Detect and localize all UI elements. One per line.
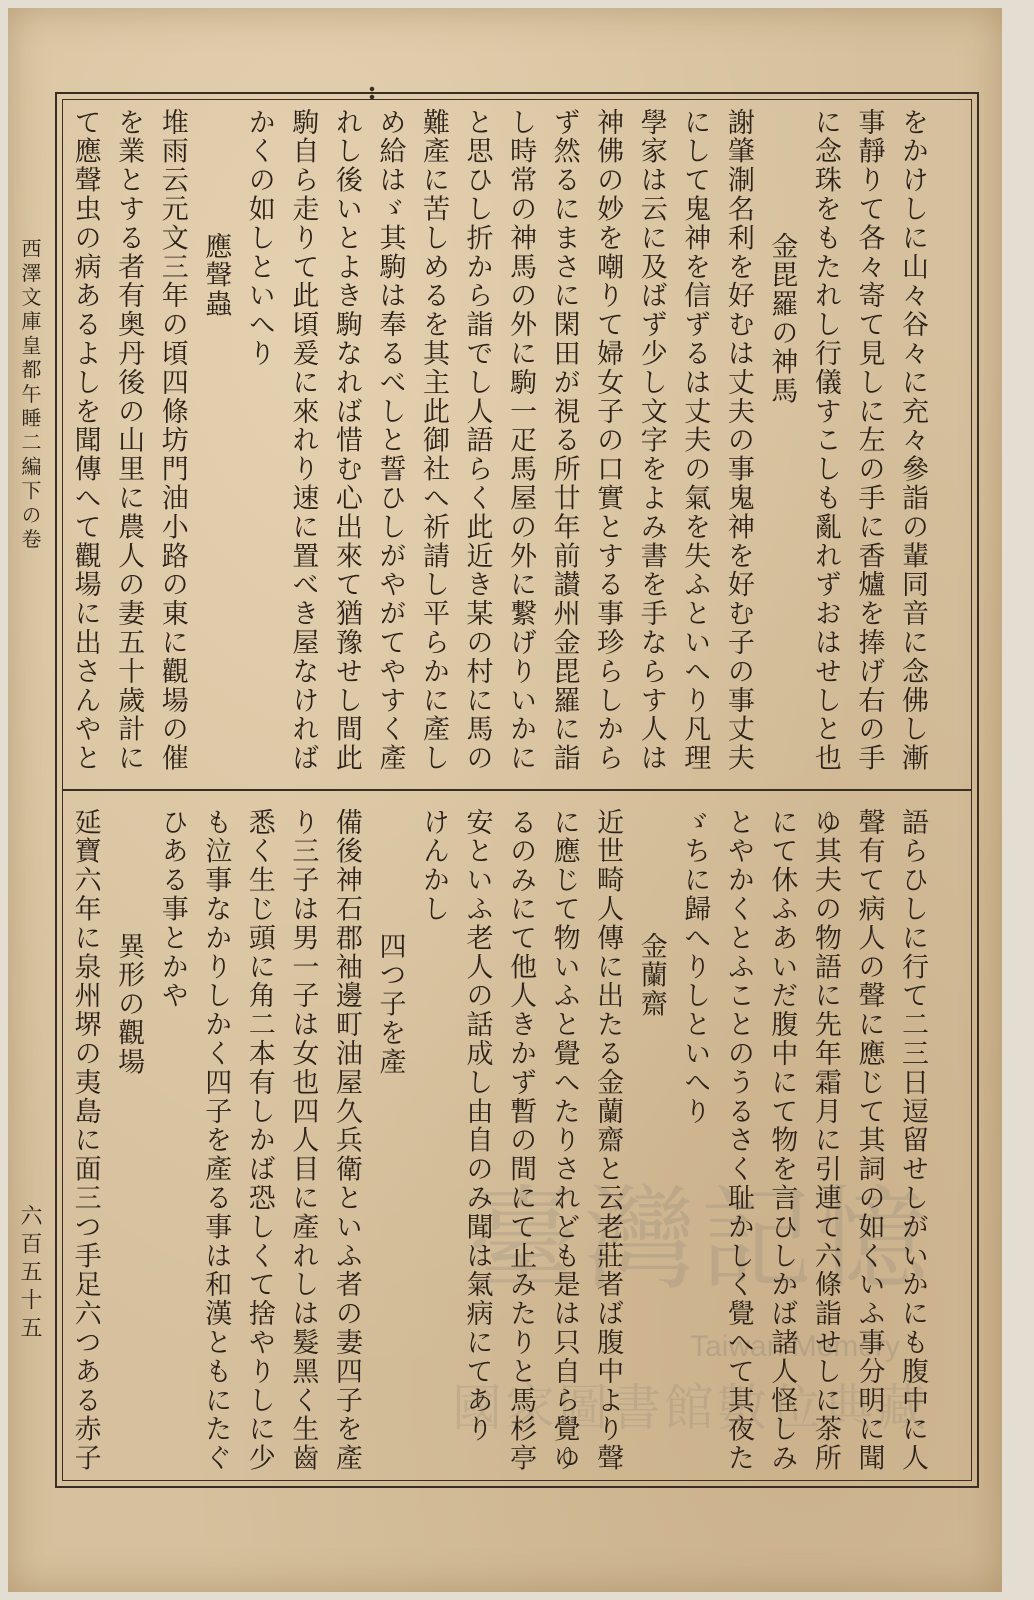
watermark-logo: 臺灣記憶 — [468, 1175, 932, 1305]
frame-mark-dots — [369, 86, 375, 100]
text-column: に應じて物いふと覺へたりされども是は只自ら覺ゆ — [548, 808, 580, 1473]
text-column: 難產に苦しめるを其主此御社へ祈請し平らかに產し — [417, 108, 449, 773]
text-column: にて休ふあいだ腹中にて物を言ひしかば諸人怪しみ — [766, 808, 798, 1473]
text-column: かくの如しといへり — [243, 108, 275, 369]
text-column: とやかくとふことのうるさく耻かしく覺へて其夜た — [722, 808, 754, 1473]
text-column: 延寶六年に泉州堺の夷島に面三つ手足六つある赤子 — [69, 808, 101, 1473]
text-column: 堆雨云元文三年の頃四條坊門油小路の東に觀場の催 — [156, 108, 188, 773]
text-column: ゞちに歸へりしといへり — [679, 808, 711, 1126]
section-heading: 金蘭齋 — [635, 932, 667, 1019]
text-column: けんかし — [417, 808, 449, 924]
text-column: て應聲虫の病あるよしを聞傳へて觀場に出さんやと — [69, 108, 101, 773]
text-column: にして鬼神を信ずるは丈夫の氣を失ふといへり凡理 — [679, 108, 711, 773]
section-heading: 異形の觀場 — [113, 932, 145, 1077]
text-column: 悉く生じ頭に角二本有しかば恐しくて捨やりしに少 — [243, 808, 275, 1473]
text-column: 駒自ら走りて此頃爰に來れり速に置べき屋なければ — [287, 108, 319, 773]
text-column: ず然るにまさに閑田が視る所廿年前讃州金毘羅に詣 — [548, 108, 580, 773]
watermark-english: Taiwan Memory — [690, 1330, 901, 1363]
text-column: に念珠をもたれし行儀すこしも亂れずおはせしと也 — [809, 108, 841, 773]
text-column: れし後いとよき駒なれば惜む心出來て猶豫せし間此 — [330, 108, 362, 773]
text-column: と思ひし折から詣でし人語らく此近き某の村に馬の — [461, 108, 493, 773]
text-column: し時常の神馬の外に駒一疋馬屋の外に繋げりいかに — [505, 108, 537, 773]
section-heading: 四つ子を產 — [374, 932, 406, 1077]
watermark-organization: 國家圖書館數位典藏 — [452, 1379, 929, 1437]
text-column: 謝肇淛名利を好むは丈夫の事鬼神を好む子の事丈夫 — [722, 108, 754, 773]
text-column: も泣事なかりしかく四子を產る事は和漢ともにたぐ — [200, 808, 232, 1473]
text-column: 事靜りて各々寄て見しに左の手に香爐を捧げ右の手 — [853, 108, 885, 773]
lower-text-section — [63, 808, 934, 1478]
text-column: ゆ其夫の物語に先年霜月に引連て六條詣せしに茶所 — [809, 808, 841, 1473]
text-column: め給はゞ其駒は奉るべしと誓ひしがやがてやすく產 — [374, 108, 406, 773]
text-column: 神佛の妙を嘲りて婦女子の口實とする事珍らしから — [592, 108, 624, 773]
section-heading: 應聲蟲 — [200, 232, 232, 319]
upper-text-section — [63, 108, 934, 788]
text-column: 學家は云に及ばず少し文字をよみ書を手ならす人は — [635, 108, 667, 773]
text-column: 備後神石郡袖邊町油屋久兵衛といふ者の妻四子を產 — [330, 808, 362, 1473]
text-column: 安といふ老人の話成し由自のみ聞は氣病にてあり — [461, 808, 493, 1444]
section-divider — [62, 789, 972, 791]
section-heading: 金毘羅の神馬 — [766, 232, 798, 406]
text-column: 近世畸人傳に出たる金蘭齋と云老莊者ば腹中より聲 — [592, 808, 624, 1473]
running-title: 西澤文庫皇都午睡二編下の卷 — [18, 238, 42, 553]
text-column: るのみにて他人きかず暫の間にて止みたりと馬杉亭 — [505, 808, 537, 1473]
text-column: ひある事とかや — [156, 808, 188, 1011]
text-column: を業とする者有奥丹後の山里に農人の妻五十歲計に — [113, 108, 145, 773]
text-column: り三子は男一子は女也四人目に產れしは髮黑く生齒 — [287, 808, 319, 1473]
text-column: 語らひしに行て二三日逗留せしがいかにも腹中に人 — [897, 808, 928, 1473]
text-column: をかけしに山々谷々に充々參詣の輩同音に念佛し漸 — [897, 108, 928, 773]
page-number: 六百五十五 — [17, 1204, 42, 1344]
text-column: 聲有て病人の聲に應じて其詞の如くいふ事分明に聞 — [853, 808, 885, 1473]
